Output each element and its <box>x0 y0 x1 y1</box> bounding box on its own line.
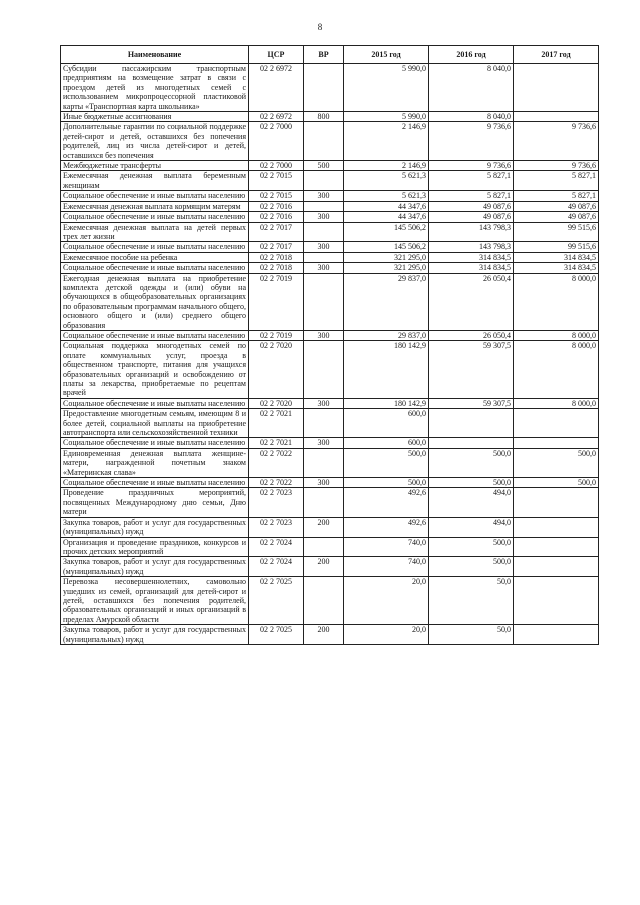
header-2015: 2015 год <box>344 46 429 64</box>
row-name: Ежемесячная денежная выплата на детей первых трех лет жизни <box>61 222 249 242</box>
page-number: 8 <box>317 22 323 32</box>
row-2016: 8 040,0 <box>429 112 514 122</box>
row-csr: 02 2 7024 <box>249 537 304 557</box>
row-2017 <box>514 625 599 645</box>
row-vr <box>304 537 344 557</box>
row-2016: 49 087,6 <box>429 201 514 211</box>
header-2017: 2017 год <box>514 46 599 64</box>
row-2017: 99 515,6 <box>514 222 599 242</box>
header-vr: ВР <box>304 46 344 64</box>
row-2017 <box>514 577 599 625</box>
row-2016: 314 834,5 <box>429 263 514 273</box>
row-name: Организация и проведение праздников, конкурсов и прочих детских мероприятий <box>61 537 249 557</box>
row-2016: 50,0 <box>429 577 514 625</box>
row-name: Ежемесячное пособие на ребенка <box>61 252 249 262</box>
row-csr: 02 2 7025 <box>249 577 304 625</box>
header-name: Наименование <box>61 46 249 64</box>
row-2015: 145 506,2 <box>344 222 429 242</box>
row-2015: 2 146,9 <box>344 122 429 161</box>
row-2015: 29 837,0 <box>344 330 429 340</box>
row-name: Социальное обеспечение и иные выплаты населению <box>61 438 249 448</box>
table-row <box>61 409 599 438</box>
row-vr: 200 <box>304 557 344 577</box>
row-2016: 5 827,1 <box>429 171 514 191</box>
row-2015: 321 295,0 <box>344 252 429 262</box>
row-2016: 9 736,6 <box>429 161 514 171</box>
row-csr: 02 2 7025 <box>249 625 304 645</box>
table-row <box>61 577 599 625</box>
row-vr: 300 <box>304 398 344 408</box>
row-2017: 314 834,5 <box>514 263 599 273</box>
row-vr <box>304 448 344 477</box>
row-name: Социальное обеспечение и иные выплаты населению <box>61 398 249 408</box>
row-csr: 02 2 7000 <box>249 161 304 171</box>
row-vr <box>304 409 344 438</box>
row-2015: 5 621,3 <box>344 171 429 191</box>
row-csr: 02 2 7022 <box>249 478 304 488</box>
row-name: Социальная поддержка многодетных семей по оплате коммунальных услуг, проезда в общественном транспорте, питания для учащихся образовательных организаций и освобождению от платы за лекарства, приобретаемые по рецептам врачей <box>61 341 249 398</box>
row-name: Социальное обеспечение и иные выплаты населению <box>61 478 249 488</box>
row-2016: 59 307,5 <box>429 398 514 408</box>
table-row <box>61 478 599 488</box>
row-2015: 500,0 <box>344 448 429 477</box>
table-row <box>61 398 599 408</box>
row-2016: 500,0 <box>429 557 514 577</box>
row-vr: 300 <box>304 330 344 340</box>
row-csr: 02 2 7020 <box>249 398 304 408</box>
row-2015: 492,6 <box>344 488 429 517</box>
row-csr: 02 2 7021 <box>249 409 304 438</box>
row-name: Проведение праздничных мероприятий, посвященных Международному дню семьи, Дню матери <box>61 488 249 517</box>
row-2017: 9 736,6 <box>514 161 599 171</box>
table-body <box>61 64 599 645</box>
row-2017 <box>514 517 599 537</box>
row-name: Единовременная денежная выплата женщине-матери, награжденной почетным знаком «Материнская слава» <box>61 448 249 477</box>
row-name: Ежемесячная денежная выплата кормящим матерям <box>61 201 249 211</box>
row-vr <box>304 222 344 242</box>
row-vr <box>304 577 344 625</box>
row-vr <box>304 273 344 330</box>
table-row <box>61 171 599 191</box>
row-2015: 20,0 <box>344 625 429 645</box>
table-row <box>61 625 599 645</box>
table-row <box>61 330 599 340</box>
row-name: Социальное обеспечение и иные выплаты населению <box>61 330 249 340</box>
row-2015: 29 837,0 <box>344 273 429 330</box>
row-name: Социальное обеспечение и иные выплаты населению <box>61 191 249 201</box>
row-2017: 5 827,1 <box>514 191 599 201</box>
table-row <box>61 438 599 448</box>
table-row <box>61 122 599 161</box>
row-2015: 321 295,0 <box>344 263 429 273</box>
row-csr: 02 2 7023 <box>249 517 304 537</box>
row-2016: 50,0 <box>429 625 514 645</box>
row-name: Ежемесячная денежная выплата беременным женщинам <box>61 171 249 191</box>
row-csr: 02 2 7016 <box>249 212 304 222</box>
row-2017 <box>514 112 599 122</box>
row-2017: 8 000,0 <box>514 273 599 330</box>
row-vr <box>304 252 344 262</box>
row-vr: 200 <box>304 625 344 645</box>
row-2016: 143 798,3 <box>429 222 514 242</box>
row-2015: 2 146,9 <box>344 161 429 171</box>
row-vr: 300 <box>304 263 344 273</box>
row-2016: 494,0 <box>429 488 514 517</box>
row-csr: 02 2 7015 <box>249 191 304 201</box>
row-2016: 494,0 <box>429 517 514 537</box>
row-csr: 02 2 7017 <box>249 222 304 242</box>
row-name: Закупка товаров, работ и услуг для государственных (муниципальных) нужд <box>61 625 249 645</box>
row-2017 <box>514 537 599 557</box>
row-name: Социальное обеспечение и иные выплаты населению <box>61 212 249 222</box>
row-name: Социальное обеспечение и иные выплаты населению <box>61 242 249 252</box>
table-row <box>61 517 599 537</box>
row-csr: 02 2 7016 <box>249 201 304 211</box>
table-row <box>61 112 599 122</box>
header-2016: 2016 год <box>429 46 514 64</box>
row-2017: 49 087,6 <box>514 201 599 211</box>
table-row <box>61 263 599 273</box>
row-csr: 02 2 6972 <box>249 64 304 112</box>
table-row <box>61 557 599 577</box>
row-2015: 492,6 <box>344 517 429 537</box>
row-2016: 314 834,5 <box>429 252 514 262</box>
row-name: Предоставление многодетным семьям, имеющим 8 и более детей, социальной выплаты на приобретение автотранспорта или сельскохозяйственной техники <box>61 409 249 438</box>
row-csr: 02 2 7018 <box>249 263 304 273</box>
row-vr <box>304 488 344 517</box>
row-vr: 300 <box>304 242 344 252</box>
table-row <box>61 64 599 112</box>
row-vr: 500 <box>304 161 344 171</box>
row-2017 <box>514 557 599 577</box>
row-2017 <box>514 409 599 438</box>
table-row <box>61 161 599 171</box>
row-2017 <box>514 488 599 517</box>
row-vr <box>304 122 344 161</box>
row-csr: 02 2 7017 <box>249 242 304 252</box>
table-row <box>61 191 599 201</box>
row-vr: 800 <box>304 112 344 122</box>
row-2017: 500,0 <box>514 448 599 477</box>
row-csr: 02 2 7019 <box>249 330 304 340</box>
row-2017 <box>514 64 599 112</box>
row-2016: 8 040,0 <box>429 64 514 112</box>
row-vr <box>304 201 344 211</box>
row-name: Ежегодная денежная выплата на приобретение комплекта детской одежды и (или) обуви на обучающихся в общеобразовательных организациях по образовательным программам начального общего, основного общего и (или) среднего общего образования <box>61 273 249 330</box>
row-vr: 300 <box>304 191 344 201</box>
row-name: Социальное обеспечение и иные выплаты населению <box>61 263 249 273</box>
row-2015: 145 506,2 <box>344 242 429 252</box>
row-2017: 314 834,5 <box>514 252 599 262</box>
row-csr: 02 2 7015 <box>249 171 304 191</box>
row-2017: 9 736,6 <box>514 122 599 161</box>
row-name: Перевозка несовершеннолетних, самовольно ушедших из семей, организаций для детей-сирот и детей, оставшихся без попечения родителей, образовательных организаций и иных организаций в пределах Амурской области <box>61 577 249 625</box>
row-2017: 8 000,0 <box>514 398 599 408</box>
table-row <box>61 201 599 211</box>
row-csr: 02 2 7023 <box>249 488 304 517</box>
table-row <box>61 212 599 222</box>
row-2015: 44 347,6 <box>344 212 429 222</box>
row-2017 <box>514 438 599 448</box>
table-row <box>61 222 599 242</box>
row-2016 <box>429 409 514 438</box>
row-2017: 99 515,6 <box>514 242 599 252</box>
row-2016: 49 087,6 <box>429 212 514 222</box>
row-vr: 300 <box>304 212 344 222</box>
row-csr: 02 2 7000 <box>249 122 304 161</box>
row-name: Закупка товаров, работ и услуг для государственных (муниципальных) нужд <box>61 517 249 537</box>
row-vr <box>304 64 344 112</box>
table-header-row <box>61 46 599 64</box>
row-2016: 59 307,5 <box>429 341 514 398</box>
row-2015: 180 142,9 <box>344 341 429 398</box>
table-row <box>61 341 599 398</box>
row-2017: 500,0 <box>514 478 599 488</box>
row-vr <box>304 341 344 398</box>
row-name: Дополнительные гарантии по социальной поддержке детей-сирот и детей, оставшихся без попечения родителей, лиц из числа детей-сирот и детей, оставшихся без попечения <box>61 122 249 161</box>
table-row <box>61 273 599 330</box>
table-row <box>61 448 599 477</box>
table-row <box>61 252 599 262</box>
budget-table <box>60 45 599 645</box>
row-2016: 143 798,3 <box>429 242 514 252</box>
table-row <box>61 242 599 252</box>
row-2015: 5 990,0 <box>344 64 429 112</box>
row-2017: 5 827,1 <box>514 171 599 191</box>
row-vr: 200 <box>304 517 344 537</box>
row-vr: 300 <box>304 438 344 448</box>
row-2016: 26 050,4 <box>429 273 514 330</box>
row-vr <box>304 171 344 191</box>
row-csr: 02 2 7018 <box>249 252 304 262</box>
row-2015: 20,0 <box>344 577 429 625</box>
row-2015: 5 621,3 <box>344 191 429 201</box>
row-vr: 300 <box>304 478 344 488</box>
row-2016: 500,0 <box>429 537 514 557</box>
row-2016: 500,0 <box>429 448 514 477</box>
row-2015: 740,0 <box>344 537 429 557</box>
row-csr: 02 2 7019 <box>249 273 304 330</box>
row-name: Межбюджетные трансферты <box>61 161 249 171</box>
row-2017: 49 087,6 <box>514 212 599 222</box>
row-2015: 600,0 <box>344 438 429 448</box>
row-2017: 8 000,0 <box>514 341 599 398</box>
header-csr: ЦСР <box>249 46 304 64</box>
row-2015: 180 142,9 <box>344 398 429 408</box>
row-name: Субсидии пассажирским транспортным предприятиям на возмещение затрат в связи с проездом детей из многодетных семей с использованием микропроцессорной пластиковой карты «Транспортная карта школьника» <box>61 64 249 112</box>
row-name: Иные бюджетные ассигнования <box>61 112 249 122</box>
row-name: Закупка товаров, работ и услуг для государственных (муниципальных) нужд <box>61 557 249 577</box>
row-2016: 500,0 <box>429 478 514 488</box>
row-2016: 26 050,4 <box>429 330 514 340</box>
row-2015: 44 347,6 <box>344 201 429 211</box>
row-2015: 740,0 <box>344 557 429 577</box>
row-csr: 02 2 6972 <box>249 112 304 122</box>
row-csr: 02 2 7020 <box>249 341 304 398</box>
row-2015: 500,0 <box>344 478 429 488</box>
row-2016 <box>429 438 514 448</box>
row-csr: 02 2 7024 <box>249 557 304 577</box>
row-2015: 5 990,0 <box>344 112 429 122</box>
table-row <box>61 537 599 557</box>
row-2017: 8 000,0 <box>514 330 599 340</box>
row-csr: 02 2 7022 <box>249 448 304 477</box>
row-2016: 9 736,6 <box>429 122 514 161</box>
table-row <box>61 488 599 517</box>
row-csr: 02 2 7021 <box>249 438 304 448</box>
row-2015: 600,0 <box>344 409 429 438</box>
row-2016: 5 827,1 <box>429 191 514 201</box>
